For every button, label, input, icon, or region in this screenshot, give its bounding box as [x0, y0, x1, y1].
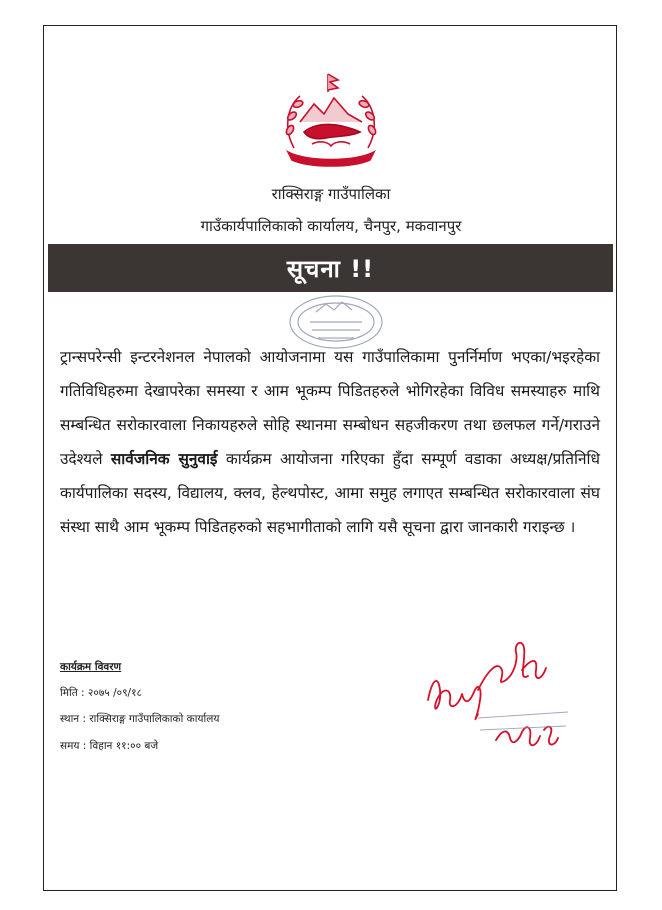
program-details-heading: कार्यक्रम विवरण: [60, 661, 122, 673]
organization-address: गाउँकार्यपालिकाको कार्यालय, चैनपुर, मकवानपुर: [200, 217, 462, 235]
notice-body: [60, 340, 600, 544]
signature-icon: [418, 630, 578, 760]
notice-title-bar: [48, 244, 613, 292]
notice-body-highlight: सार्वजनिक सुनुवाई: [110, 450, 218, 468]
notice-title: सूचना !!: [286, 254, 375, 283]
program-date: मिति : २०७५ /०९/१८: [60, 687, 143, 699]
program-venue: स्थान : राक्सिराङ्ग गाउँपालिकाको कार्यालय: [60, 713, 220, 725]
notice-body-text-after: कार्यक्रम आयोजना गरिएका हुँदा सम्पूर्ण वडाका अध्यक्ष/प्रतिनिधि कार्यपालिका सदस्य, विद्यालय, क्लव, हेल्थपोस्ट, आमा समुह लगाएत सम्बन्धित सरोकारवाला संघ संस्था साथै आम भूकम्प पिडितहरुको सहभागीताको लागि यसै सूचना द्वारा जानकारी गराइन्छ ।: [60, 450, 601, 536]
organization-name: राक्सिराङ्ग गाउँपालिका: [271, 185, 391, 203]
nepal-emblem-icon: [276, 70, 386, 170]
program-time: समय : विहान ११:०० बजे: [60, 740, 159, 752]
notice-body-text-before: ट्रान्सपरेन्सी इन्टरनेशनल नेपालको आयोजनामा यस गाउँपालिकामा पुनर्निर्माण भएका/भइरहेका गतिविधिहरुमा देखापरेका समस्या र आम भूकम्प पिडितहरुले भोगिरहेका विविध समस्याहरु माथि सम्बन्धित सरोकारवाला निकायहरुले सोहि स्थानमा सम्बोधन सहजीकरण तथा छलफल गर्ने/गराउने उदेश्यले: [60, 348, 600, 468]
